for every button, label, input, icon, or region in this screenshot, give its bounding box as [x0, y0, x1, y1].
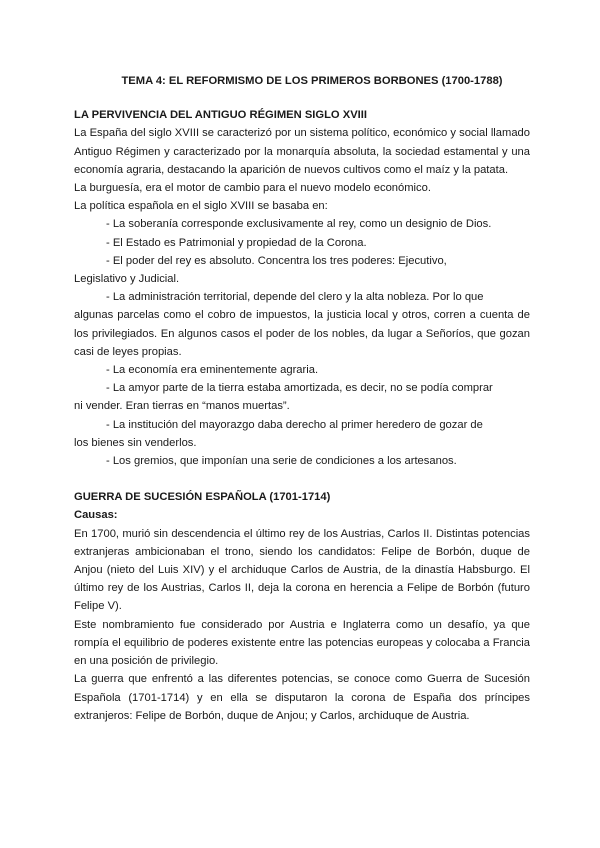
list-item-continuation: Legislativo y Judicial.: [74, 273, 180, 286]
list-item-text: - La institución del mayorazgo daba derecho al primer heredero de gozar de: [106, 418, 483, 431]
list-item: [74, 416, 530, 452]
list-item: [74, 379, 530, 415]
list-item-continuation: ni vender. Eran tierras en “manos muertas”.: [74, 400, 290, 413]
list-item: [74, 234, 530, 252]
list-item: [74, 288, 530, 361]
subheading-causas: Causas:: [74, 509, 118, 522]
list-item-text: - La economía era eminentemente agraria.: [106, 364, 319, 377]
list-item-text: - El poder del rey es absoluto. Concentra los tres poderes: Ejecutivo,: [106, 254, 447, 267]
paragraph: La burguesía, era el motor de cambio para el nuevo modelo económico.: [74, 182, 431, 195]
paragraph: La España del siglo XVIII se caracterizó por un sistema político, económico y social llamado Antiguo Régimen y caracterizado por la monarquía absoluta, la sociedad estamental y una economía agraria, destacando la aparición de nuevos cultivos como el maíz y la patata.: [74, 127, 530, 176]
list-item: [74, 361, 530, 379]
paragraph: Este nombramiento fue considerado por Austria e Inglaterra como un desafío, ya que rompía el equilibrio de poderes existente entre las potencias europeas y colocaba a Francia en una posición de privilegio.: [74, 618, 530, 668]
section-heading-antiguo-regimen: LA PERVIVENCIA DEL ANTIGUO RÉGIMEN SIGLO XVIII: [74, 109, 367, 122]
section-heading-guerra-sucesion: GUERRA DE SUCESIÓN ESPAÑOLA (1701-1714): [74, 491, 331, 504]
list-item: [74, 252, 530, 288]
paragraph: En 1700, murió sin descendencia el último rey de los Austrias, Carlos II. Distintas potencias extranjeras ambicionaban el trono, siendo los candidatos: Felipe de Borbón, duque de Anjou (nieto del Luis XIV) y el archiduque Carlos de Austria, de la dinastía Habsburgo. El último rey de los Austrias, Carlos II, deja la corona en herencia a Felipe de Borbón (futuro Felipe V).: [74, 527, 530, 613]
list-item: [74, 215, 530, 233]
list-item-continuation: los bienes sin venderlos.: [74, 436, 197, 449]
document-page: [74, 72, 530, 725]
list-item: [74, 452, 530, 470]
paragraph: La guerra que enfrentó a las diferentes potencias, se conoce como Guerra de Sucesión Española (1701-1714) y en ella se disputaron la corona de España dos príncipes extranjeros: Felipe de Borbón, duque de Anjou; y Carlos, archiduque de Austria.: [74, 673, 530, 722]
list-item-text: - La administración territorial, depende del clero y la alta nobleza. Por lo que: [106, 291, 484, 304]
document-title: TEMA 4: EL REFORMISMO DE LOS PRIMEROS BORBONES (1700-1788): [121, 75, 503, 87]
list-item-text: - La soberanía corresponde exclusivamente al rey, como un designio de Dios.: [106, 218, 492, 231]
section-spacer: [74, 470, 530, 488]
list-item-continuation: algunas parcelas como el cobro de impuestos, la justicia local y otros, corren a cuenta de los privilegiados. En algunos casos el poder de los nobles, da lugar a Señoríos, que gozan casi de leyes propias.: [74, 309, 530, 358]
paragraph: La política española en el siglo XVIII se basaba en:: [74, 200, 328, 213]
list-item-text: - La amyor parte de la tierra estaba amortizada, es decir, no se podía comprar: [106, 382, 493, 395]
list-item-text: - El Estado es Patrimonial y propiedad de la Corona.: [106, 236, 367, 249]
list-item-text: - Los gremios, que imponían una serie de condiciones a los artesanos.: [106, 455, 457, 468]
